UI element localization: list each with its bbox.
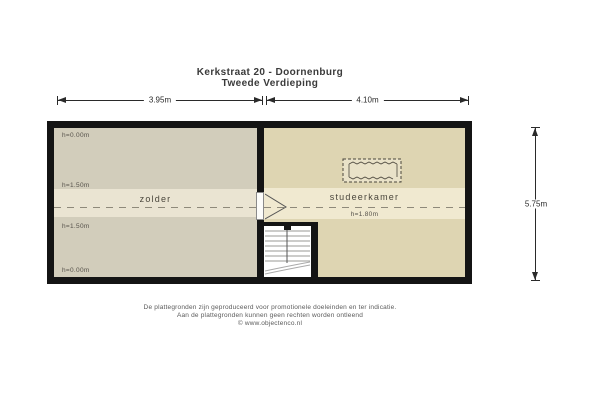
page-title: Kerkstraat 20 - Doornenburg bbox=[196, 67, 344, 78]
copyright-line: © www.objectenco.nl bbox=[237, 320, 303, 327]
height-label: h=1.50m bbox=[62, 223, 90, 230]
dimension-total-depth bbox=[524, 127, 548, 281]
arrow-right-icon bbox=[254, 97, 262, 103]
dimension-label: 5.75m bbox=[520, 200, 552, 209]
ridge-line bbox=[54, 207, 257, 208]
disclaimer-line-1: De plattegronden zijn geproduceerd voor promotionele doeleinden en ter indicatie. bbox=[143, 304, 397, 311]
page-subtitle: Tweede Verdieping bbox=[221, 78, 319, 89]
door-icon bbox=[256, 192, 264, 220]
room-label-studeerkamer: studeerkamer bbox=[329, 192, 400, 202]
room-zolder bbox=[54, 128, 257, 277]
disclaimer-line-2: Aan de plattegronden kunnen geen rechten worden ontleend bbox=[176, 312, 364, 319]
arrow-left-icon bbox=[58, 97, 66, 103]
dimension-tick bbox=[531, 280, 540, 281]
arrow-right-icon bbox=[460, 97, 468, 103]
dimension-studeerkamer-width bbox=[266, 94, 469, 106]
footer-disclaimer bbox=[40, 304, 500, 328]
dimension-zolder-width bbox=[57, 94, 263, 106]
skylight-icon bbox=[342, 158, 402, 183]
door-swing-icon bbox=[265, 192, 291, 222]
dimension-tick bbox=[468, 96, 469, 105]
title-block bbox=[40, 67, 500, 89]
room-label-zolder: zolder bbox=[139, 194, 172, 204]
arrow-down-icon bbox=[532, 272, 538, 280]
dimension-label: 4.10m bbox=[351, 96, 383, 105]
dimension-tick bbox=[262, 96, 263, 105]
arrow-up-icon bbox=[532, 128, 538, 136]
height-label: h=1.50m bbox=[62, 182, 90, 189]
height-label: h=1.80m bbox=[350, 211, 379, 218]
staircase-icon bbox=[264, 222, 318, 277]
height-label: h=0.00m bbox=[62, 132, 90, 139]
ridge-line bbox=[264, 207, 465, 208]
dimension-label: 3.95m bbox=[144, 96, 176, 105]
floorplan bbox=[47, 121, 472, 284]
arrow-left-icon bbox=[267, 97, 275, 103]
height-label: h=0.00m bbox=[62, 267, 90, 274]
